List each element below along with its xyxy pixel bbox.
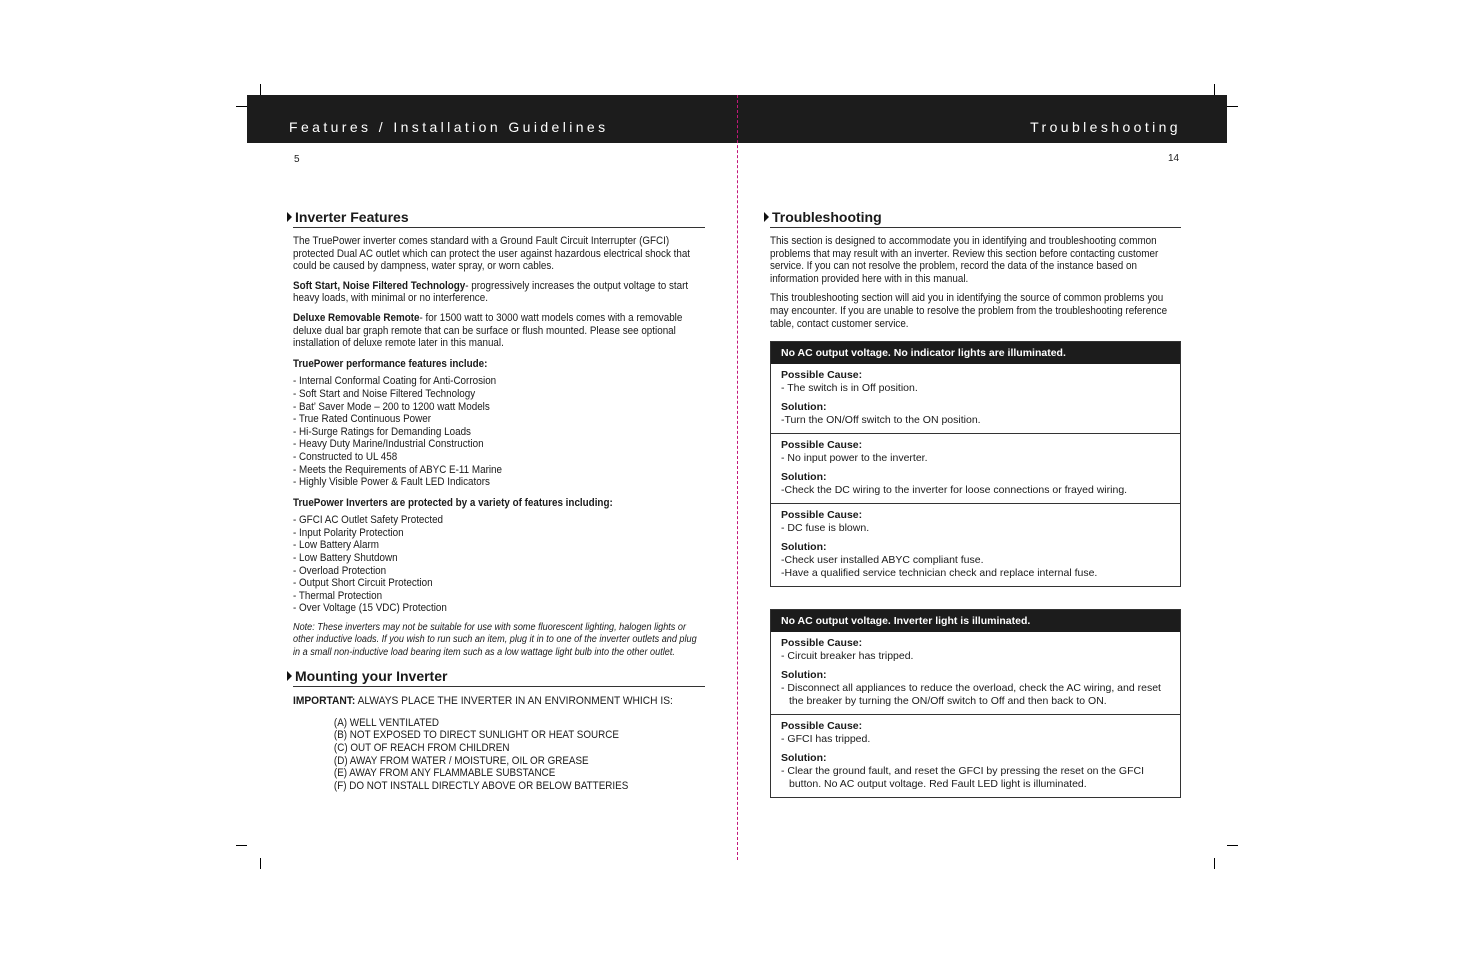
cause-solution-block	[771, 715, 1180, 797]
list-item: - True Rated Continuous Power	[293, 413, 432, 426]
cause-label: Possible Cause:	[781, 637, 863, 649]
solution-label: Solution:	[781, 752, 827, 764]
troubleshooting-box-no-lights	[770, 341, 1181, 587]
box-heading: No AC output voltage. Inverter light is illuminated.	[771, 610, 1180, 632]
arrow-right-icon	[287, 671, 292, 681]
performance-list	[293, 375, 703, 488]
solution-text: -Turn the ON/Off switch to the ON position.	[781, 414, 981, 426]
soft-start-text: - progressively increases the output voltage to start heavy loads, with minimal or no interference.	[293, 279, 689, 305]
list-item: - Output Short Circuit Protection	[293, 577, 433, 590]
list-item: (F) DO NOT INSTALL DIRECTLY ABOVE OR BELOW BATTERIES	[333, 779, 629, 792]
inverter-features-heading	[293, 209, 705, 228]
crop-mark	[260, 84, 261, 95]
troubleshooting-title: Troubleshooting	[772, 209, 882, 225]
crop-mark	[260, 858, 261, 869]
soft-start-paragraph	[293, 280, 703, 305]
solution-text: -Check the DC wiring to the inverter for loose connections or frayed wiring.	[781, 484, 1128, 496]
cause-text: - The switch is in Off position.	[781, 382, 918, 394]
list-item: (A) WELL VENTILATED	[333, 716, 440, 729]
list-item: - Heavy Duty Marine/Industrial Construction	[293, 438, 484, 451]
solution-label: Solution:	[781, 541, 827, 553]
important-label: IMPORTANT:	[293, 695, 356, 708]
cause-label: Possible Cause:	[781, 439, 863, 451]
solution-text: -Check user installed ABYC compliant fuse.	[781, 554, 984, 566]
left-column	[293, 209, 705, 792]
mounting-requirements-list	[293, 717, 744, 793]
cause-solution-block	[771, 632, 1180, 715]
arrow-right-icon	[287, 212, 292, 222]
remote-paragraph	[293, 312, 703, 350]
list-item: (E) AWAY FROM ANY FLAMMABLE SUBSTANCE	[333, 767, 556, 780]
protection-list	[293, 514, 703, 615]
list-item: (D) AWAY FROM WATER / MOISTURE, OIL OR GREASE	[333, 754, 589, 767]
crop-mark	[236, 106, 247, 107]
protection-heading: TruePower Inverters are protected by a variety of features including:	[293, 496, 613, 509]
list-item: - Bat’ Saver Mode – 200 to 1200 watt Models	[293, 400, 490, 413]
troubleshooting-intro-2: This troubleshooting section will aid you in identifying the source of common problems you may encounter. If you are unable to resolve the problem from the troubleshooting reference table, contact customer service.	[770, 292, 1168, 330]
left-section-title: Features / Installation Guidelines	[289, 119, 609, 135]
solution-label: Solution:	[781, 669, 827, 681]
list-item: - Highly Visible Power & Fault LED Indicators	[293, 476, 490, 489]
troubleshooting-box-inverter-light	[770, 609, 1181, 798]
cause-label: Possible Cause:	[781, 369, 863, 381]
cause-text: - No input power to the inverter.	[781, 452, 928, 464]
left-page-number: 5	[294, 154, 300, 165]
cause-solution-block	[771, 434, 1180, 504]
cause-text: - Circuit breaker has tripped.	[781, 650, 914, 662]
troubleshooting-intro-1: This section is designed to accommodate you in identifying and troubleshooting common problems that may result with an inverter. Review this section before contacting customer service. If you can not resolve the problem, record the data of the instance based on information provided here with in this manual.	[770, 235, 1159, 285]
list-item: - Low Battery Shutdown	[293, 552, 398, 565]
troubleshooting-heading	[770, 209, 1181, 228]
list-item: - Soft Start and Noise Filtered Technology	[293, 387, 476, 400]
crop-mark	[1214, 84, 1215, 95]
cause-label: Possible Cause:	[781, 509, 863, 521]
list-item: - Hi-Surge Ratings for Demanding Loads	[293, 425, 471, 438]
arrow-right-icon	[764, 212, 769, 222]
cause-text: - DC fuse is blown.	[781, 522, 870, 534]
remote-text: - for 1500 watt to 3000 watt models comes with a removable deluxe dual bar graph remote that can be surface or flush mounted. Please see optional installation of deluxe remote later in this manual.	[293, 311, 683, 350]
cause-solution-block	[771, 364, 1180, 434]
solution-label: Solution:	[781, 471, 827, 483]
inverter-features-title: Inverter Features	[295, 209, 409, 225]
list-item: - Constructed to UL 458	[293, 450, 398, 463]
list-item: - Input Polarity Protection	[293, 526, 404, 539]
performance-heading: TruePower performance features include:	[293, 357, 488, 370]
important-paragraph	[293, 695, 703, 708]
solution-text: - Clear the ground fault, and reset the GFCI by pressing the reset on the GFCI button. No AC output voltage. Red Fault LED light is illuminated.	[781, 765, 1145, 790]
cause-text: - GFCI has tripped.	[781, 733, 871, 745]
features-intro: The TruePower inverter comes standard with a Ground Fault Circuit Interrupter (GFCI) protected Dual AC outlet which can protect the user against hazardous electrical shock that could be caused by dampness, water spray, or worn cables.	[293, 235, 691, 273]
right-column	[770, 209, 1181, 330]
solution-text: -Have a qualified service technician check and replace internal fuse.	[781, 567, 1098, 579]
important-text: ALWAYS PLACE THE INVERTER IN AN ENVIRONMENT WHICH IS:	[355, 695, 673, 708]
list-item: - GFCI AC Outlet Safety Protected	[293, 514, 444, 527]
mounting-heading	[293, 668, 705, 687]
cause-label: Possible Cause:	[781, 720, 863, 732]
list-item: - Thermal Protection	[293, 589, 383, 602]
crop-mark	[1214, 858, 1215, 869]
list-item: - Meets the Requirements of ABYC E-11 Marine	[293, 463, 503, 476]
remote-label: Deluxe Removable Remote	[293, 311, 420, 324]
list-item: - Internal Conformal Coating for Anti-Corrosion	[293, 375, 497, 388]
list-item: - Over Voltage (15 VDC) Protection	[293, 602, 447, 615]
crop-mark	[236, 845, 247, 846]
solution-text: - Disconnect all appliances to reduce the overload, check the AC wiring, and reset the breaker by turning the ON/Off switch to Off and then back to ON.	[781, 682, 1161, 707]
mounting-title: Mounting your Inverter	[295, 668, 448, 685]
right-section-title: Troubleshooting	[1030, 119, 1181, 135]
soft-start-label: Soft Start, Noise Filtered Technology	[293, 279, 466, 292]
list-item: - Low Battery Alarm	[293, 539, 379, 552]
list-item: - Overload Protection	[293, 564, 387, 577]
list-item: (B) NOT EXPOSED TO DIRECT SUNLIGHT OR HEAT SOURCE	[333, 729, 619, 742]
list-item: (C) OUT OF REACH FROM CHILDREN	[333, 742, 510, 755]
inductive-load-note: Note: These inverters may not be suitable for use with some fluorescent lighting, halogen lights or other inductive loads. If you wish to run such an item, plug it in to one of the inverter outlets and plug in a small non-inductive load bearing item such as a low wattage light bulb into the other outlet.	[293, 622, 697, 658]
right-page-number: 14	[1168, 153, 1180, 164]
crop-mark	[1227, 106, 1238, 107]
box-heading: No AC output voltage. No indicator lights are illuminated.	[771, 342, 1180, 364]
cause-solution-block	[771, 504, 1180, 586]
solution-label: Solution:	[781, 401, 827, 413]
crop-mark	[1227, 845, 1238, 846]
